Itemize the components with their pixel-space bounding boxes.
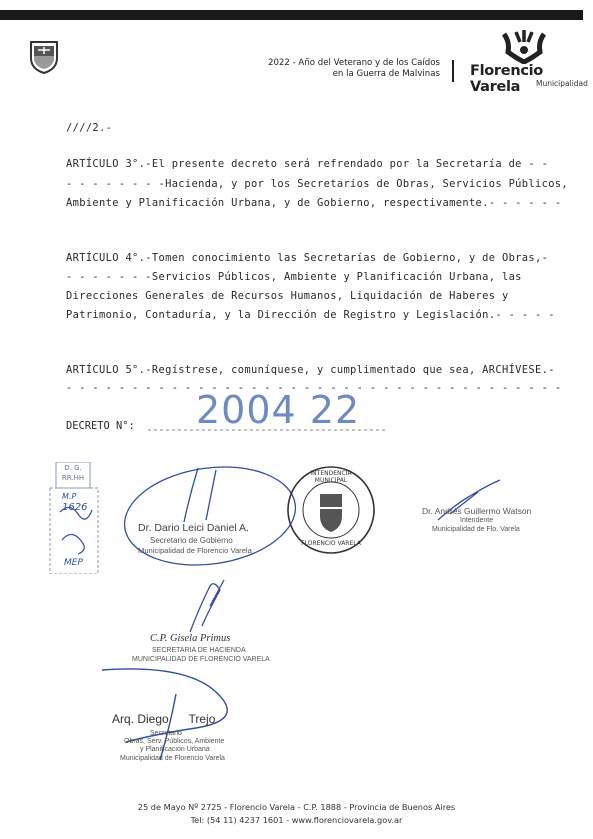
footer-address: 25 de Mayo Nº 2725 - Florencio Varela - C.P. 1888 - Provincia de Buenos Aires [137,802,456,812]
seal-top-text: INTENDENCIA MUNICIPAL [310,470,352,484]
obras-signer-title-3: y Planificación Urbana [140,746,210,753]
initials-box [48,462,100,574]
article-3-line-1: ARTÍCULO 3°.-El presente decreto será refrendado por la Secretaría de - - [66,158,549,170]
initials-dept-2: RR.HH [61,474,85,482]
seal-bottom-text: FLORENCIO VARELA [301,540,361,547]
hacienda-signature-stroke [180,576,240,636]
obras-signer-title-2: Obras, Serv. Públicos, Ambiente [124,738,225,745]
motto-line-2: en la Guerra de Malvinas [332,69,440,79]
page-reference: ////2.- [66,122,113,134]
decree-number-stamp: 2004 22 [196,388,361,432]
footer-contact: Tel: (54 11) 4237 1601 - www.florenciovarela.gov.ar [190,815,403,825]
obras-signer-org: Municipalidad de Florencio Varela [120,755,225,762]
obras-signer-title-1: Secretario [150,730,182,737]
logo-name: Florencio Varela [470,63,543,95]
article-4-line-4: Patrimonio, Contaduría, y la Dirección de Registro y Legislación.- - - - - [66,309,555,321]
article-3-line-2: - - - - - - - -Hacienda, y por los Secretarios de Obras, Servicios Públicos, [66,178,569,190]
header-separator [452,60,454,82]
article-5-line-2: - - - - - - - - - - - - - - - - - - - - - - - - - - - - - - - - - - - - - - [66,382,562,394]
gobierno-signer-name: Dr. Dario Leici Daniel A. [138,522,249,534]
article-5-line-1: ARTÍCULO 5°.-Regístrese, comuníquese, y cumplimentado que sea, ARCHÍVESE.- [66,364,555,376]
motto-line-1: 2022 - Año del Veterano y de los Caídos [268,58,440,68]
intendente-org: Municipalidad de Flo. Varela [432,526,520,533]
hacienda-signer-name: C.P. Gisela Primus [150,633,231,644]
article-3-line-3: Ambiente y Planificación Urbana, y de Gobierno, respectivamente.- - - - - - [66,197,562,209]
hacienda-signer-org: MUNICIPALIDAD DE FLORENCIO VARELA [132,656,270,663]
gobierno-signer-title: Secretario de Gobierno [150,536,233,545]
article-4-line-1: ARTÍCULO 4°.-Tomen conocimiento las Secretarías de Gobierno, y de Obras,- [66,252,549,264]
coat-of-arms-icon [28,38,60,74]
gobierno-signer-org: Municipalidad de Florencio Varela [138,546,252,555]
initials-mark-3: MEP [64,558,83,568]
logo-subtitle: Municipalidad [536,79,588,88]
article-4-line-3: Direcciones Generales de Recursos Humanos, Liquidación de Haberes y [66,290,509,302]
municipality-logo-icon [498,28,550,64]
decree-label: DECRETO N°: [66,420,135,432]
initials-dept: D. G. [64,464,82,472]
hacienda-signer-title: SECRETARIA DE HACIENDA [152,647,246,654]
intendente-title: Intendente [460,517,494,524]
year-motto [245,58,440,80]
initials-mark-2: 1626 [62,502,88,513]
obras-signer-name: Arq. Diego Trejo [112,712,216,726]
intendente-signature-stroke [430,474,510,534]
top-border-bar [0,10,583,20]
initials-mark-1: M.P [62,492,77,501]
intendente-name: Dr. Andrés Guillermo Watson [422,506,532,516]
article-4-line-2: - - - - - - -Servicios Públicos, Ambiente y Planificación Urbana, las [66,271,522,283]
